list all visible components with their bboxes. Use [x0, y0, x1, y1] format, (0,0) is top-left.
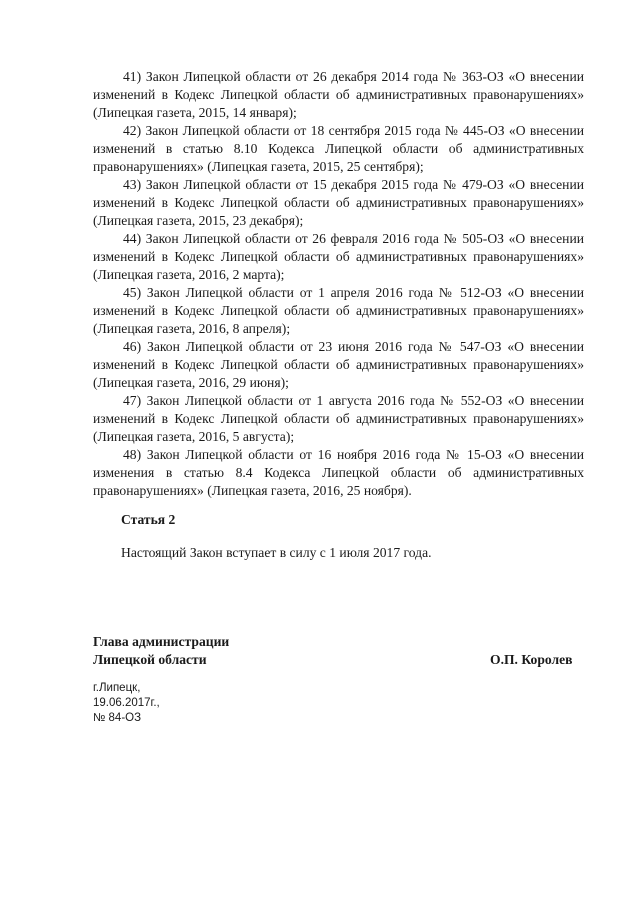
list-item-42: 42) Закон Липецкой области от 18 сентября 2015 года № 445-ОЗ «О внесении изменений в статью 8.10 Кодекса Липецкой области об административных правонарушениях» (Липецкая газета, 2015, 25 сентября); [93, 123, 584, 174]
meta-number: № 84-ОЗ [93, 712, 142, 724]
signatory-name: О.П. Королев [490, 652, 573, 667]
document-meta [93, 681, 160, 726]
amended-laws-list [93, 68, 584, 500]
meta-date: 19.06.2017г., [93, 697, 160, 709]
article-text: Настоящий Закон вступает в силу с 1 июля 2017 года. [121, 545, 432, 560]
list-item-46: 46) Закон Липецкой области от 23 июня 2016 года № 547-ОЗ «О внесении изменений в Кодекс Липецкой области об административных правонарушениях» (Липецкая газета, 2016, 29 июня); [93, 339, 584, 390]
article-heading: Статья 2 [121, 512, 176, 527]
signatory-title [93, 633, 229, 669]
meta-city: г.Липецк, [93, 682, 141, 694]
list-item-48: 48) Закон Липецкой области от 16 ноября 2016 года № 15-ОЗ «О внесении изменения в статью 8.4 Кодекса Липецкой области об административных правонарушениях» (Липецкая газета, 2016, 25 ноября). [93, 447, 584, 498]
signatory-title-line1: Глава администрации [93, 634, 230, 649]
list-item-41: 41) Закон Липецкой области от 26 декабря 2014 года № 363-ОЗ «О внесении изменений в Кодекс Липецкой области об административных правонарушениях» (Липецкая газета, 2015, 14 января); [93, 69, 584, 120]
list-item-43: 43) Закон Липецкой области от 15 декабря 2015 года № 479-ОЗ «О внесении изменений в Кодекс Липецкой области об административных правонарушениях» (Липецкая газета, 2015, 23 декабря); [93, 177, 584, 228]
list-item-47: 47) Закон Липецкой области от 1 августа 2016 года № 552-ОЗ «О внесении изменений в Кодекс Липецкой области об административных правонарушениях» (Липецкая газета, 2016, 5 августа); [93, 393, 584, 444]
signatory-title-line2: Липецкой области [93, 652, 207, 667]
list-item-45: 45) Закон Липецкой области от 1 апреля 2016 года № 512-ОЗ «О внесении изменений в Кодекс Липецкой области об административных правонарушениях» (Липецкая газета, 2016, 8 апреля); [93, 285, 584, 336]
list-item-44: 44) Закон Липецкой области от 26 февраля 2016 года № 505-ОЗ «О внесении изменений в Кодекс Липецкой области об административных правонарушениях» (Липецкая газета, 2016, 2 марта); [93, 231, 584, 282]
